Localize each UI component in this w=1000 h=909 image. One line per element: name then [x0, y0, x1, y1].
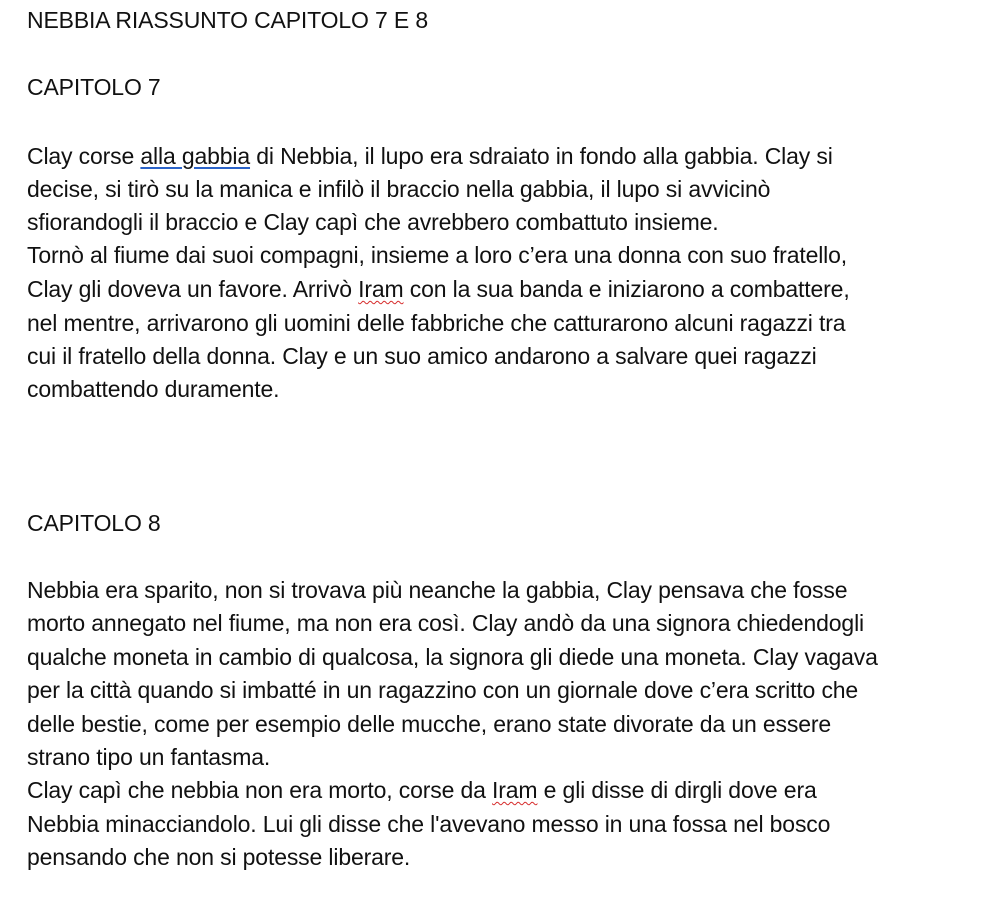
chapter-7-heading: CAPITOLO 7 [27, 74, 161, 100]
paragraph-line: nel mentre, arrivarono gli uomini delle fabbriche che catturarono alcuni ragazzi tra [27, 310, 846, 336]
grammar-flagged-text[interactable]: alla gabbia [140, 143, 251, 169]
paragraph-line: pensando che non si potesse liberare. [27, 844, 411, 870]
paragraph-line: decise, si tirò su la manica e infilò il braccio nella gabbia, il lupo si avvicinò [27, 176, 771, 202]
paragraph-line: per la città quando si imbatté in un ragazzino con un giornale dove c’era scritto che [27, 677, 859, 703]
paragraph-line: Clay corse alla gabbia di Nebbia, il lupo era sdraiato in fondo alla gabbia. Clay si [27, 143, 833, 169]
paragraph-line: cui il fratello della donna. Clay e un suo amico andarono a salvare quei ragazzi [27, 343, 817, 369]
paragraph-line: combattendo duramente. [27, 376, 280, 402]
paragraph-line: morto annegato nel fiume, ma non era così. Clay andò da una signora chiedendogli [27, 610, 864, 636]
document-title: NEBBIA RIASSUNTO CAPITOLO 7 E 8 [27, 7, 428, 33]
spelling-flagged-word[interactable]: Iram [358, 276, 404, 302]
paragraph-line: qualche moneta in cambio di qualcosa, la signora gli diede una moneta. Clay vagava [27, 644, 878, 670]
paragraph-line: strano tipo un fantasma. [27, 744, 271, 770]
paragraph-line: sfiorandogli il braccio e Clay capì che avrebbero combattuto insieme. [27, 209, 719, 235]
paragraph-line: Nebbia era sparito, non si trovava più neanche la gabbia, Clay pensava che fosse [27, 577, 848, 603]
paragraph-line: Clay capì che nebbia non era morto, corse da Iram e gli disse di dirgli dove era [27, 777, 817, 803]
chapter-8-heading: CAPITOLO 8 [27, 510, 161, 536]
paragraph-line: Tornò al fiume dai suoi compagni, insieme a loro c’era una donna con suo fratello, [27, 242, 848, 268]
spelling-flagged-word[interactable]: Iram [492, 777, 538, 803]
paragraph-line: Clay gli doveva un favore. Arrivò Iram con la sua banda e iniziarono a combattere, [27, 276, 850, 302]
paragraph-line: Nebbia minacciandolo. Lui gli disse che l'avevano messo in una fossa nel bosco [27, 811, 831, 837]
paragraph-line: delle bestie, come per esempio delle mucche, erano state divorate da un essere [27, 711, 831, 737]
